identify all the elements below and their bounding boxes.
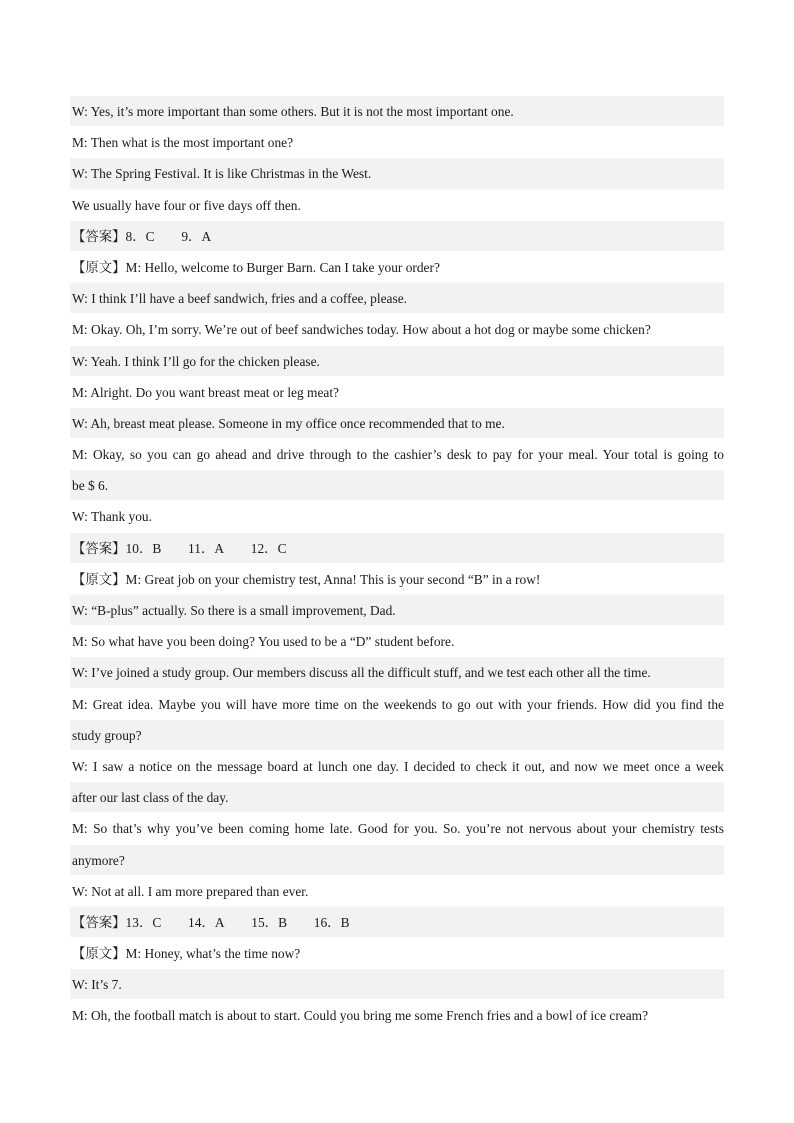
text-line-30: M: Oh, the football match is about to start. Could you bring me some French fries and a bowl of ice cream? bbox=[70, 1000, 724, 1031]
text-line-29: W: It’s 7. bbox=[70, 969, 724, 1000]
text-line-21: study group? bbox=[70, 720, 724, 751]
text-line-9: W: Yeah. I think I’ll go for the chicken please. bbox=[70, 346, 724, 377]
answer-line-10-12: 【答案】10．B 11．A 12．C bbox=[70, 533, 724, 564]
text-line-26: W: Not at all. I am more prepared than ever. bbox=[70, 876, 724, 907]
text-line-19: W: I’ve joined a study group. Our members discuss all the difficult stuff, and we test each other all the time. bbox=[70, 657, 724, 688]
text-line-7: W: I think I’ll have a beef sandwich, fries and a coffee, please. bbox=[70, 283, 724, 314]
text-line-17: W: “B-plus” actually. So there is a small improvement, Dad. bbox=[70, 595, 724, 626]
text-line-20: M: Great idea. Maybe you will have more time on the weekends to go out with your friends. How did you find the bbox=[70, 689, 724, 720]
text-line-10: M: Alright. Do you want breast meat or leg meat? bbox=[70, 377, 724, 408]
text-line-22: W: I saw a notice on the message board at lunch one day. I decided to check it out, and now we meet once a week bbox=[70, 751, 724, 782]
text-line-25: anymore? bbox=[70, 845, 724, 876]
answer-line-8-9: 【答案】8．C 9．A bbox=[70, 221, 724, 252]
text-line-14: W: Thank you. bbox=[70, 501, 724, 532]
transcript-line-1: 【原文】M: Hello, welcome to Burger Barn. Can I take your order? bbox=[70, 252, 724, 283]
transcript-line-3: 【原文】M: Honey, what’s the time now? bbox=[70, 938, 724, 969]
text-line-23: after our last class of the day. bbox=[70, 782, 724, 813]
text-line-1: W: Yes, it’s more important than some others. But it is not the most important one. bbox=[70, 96, 724, 127]
text-line-11: W: Ah, breast meat please. Someone in my office once recommended that to me. bbox=[70, 408, 724, 439]
text-line-2: M: Then what is the most important one? bbox=[70, 127, 724, 158]
text-line-3: W: The Spring Festival. It is like Christmas in the West. bbox=[70, 158, 724, 189]
text-line-12: M: Okay, so you can go ahead and drive through to the cashier’s desk to pay for your meal. Your total is going to bbox=[70, 439, 724, 470]
transcript-line-2: 【原文】M: Great job on your chemistry test, Anna! This is your second “B” in a row! bbox=[70, 564, 724, 595]
text-line-24: M: So that’s why you’ve been coming home late. Good for you. So. you’re not nervous about your chemistry tests bbox=[70, 813, 724, 844]
text-line-13: be $ 6. bbox=[70, 470, 724, 501]
text-line-4: We usually have four or five days off then. bbox=[70, 190, 724, 221]
text-line-8: M: Okay. Oh, I’m sorry. We’re out of beef sandwiches today. How about a hot dog or maybe some chicken? bbox=[70, 314, 724, 345]
answer-line-13-16: 【答案】13．C 14．A 15．B 16．B bbox=[70, 907, 724, 938]
document-page bbox=[70, 96, 724, 1032]
text-line-18: M: So what have you been doing? You used to be a “D” student before. bbox=[70, 626, 724, 657]
